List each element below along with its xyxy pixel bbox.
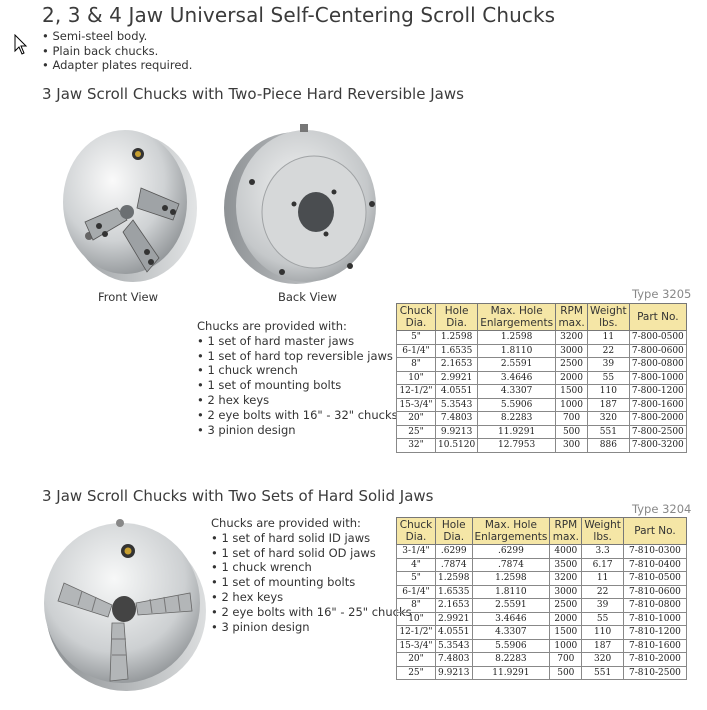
table-cell: 7-800-0800 xyxy=(629,358,686,372)
table-cell: 700 xyxy=(550,653,582,667)
provided-item: • 2 eye bolts with 16" - 25" chucks xyxy=(211,604,412,619)
table-row xyxy=(397,585,687,599)
provided-item: • 2 eye bolts with 16" - 32" chucks xyxy=(197,407,398,422)
table-row xyxy=(397,398,687,412)
table-cell: 2.9921 xyxy=(436,612,473,626)
table-cell: 5" xyxy=(397,331,436,345)
provided-item: • 1 chuck wrench xyxy=(197,363,298,378)
type-label: Type 3204 xyxy=(632,502,692,516)
table-cell: .7874 xyxy=(436,558,473,572)
table-cell: 1.2598 xyxy=(472,572,550,586)
table-row xyxy=(397,412,687,426)
table-row xyxy=(397,558,687,572)
column-header: RPM max. xyxy=(550,518,582,545)
provided-item: • 3 pinion design xyxy=(197,422,296,437)
table-cell: 2.5591 xyxy=(478,358,556,372)
table-cell: 6-1/4" xyxy=(397,585,436,599)
column-header: RPM max. xyxy=(556,304,588,331)
table-cell: 3200 xyxy=(550,572,582,586)
table-cell: 55 xyxy=(582,612,624,626)
table-cell: 1000 xyxy=(556,398,588,412)
table-cell: 3500 xyxy=(550,558,582,572)
table-cell: 11.9291 xyxy=(478,425,556,439)
back-view-caption: Back View xyxy=(278,290,337,304)
spec-table-type-3204 xyxy=(396,517,687,680)
table-cell: 500 xyxy=(556,425,588,439)
table-cell: 2000 xyxy=(556,371,588,385)
table-cell: 12-1/2" xyxy=(397,385,436,399)
provided-heading: Chucks are provided with: xyxy=(211,516,361,530)
feature-item: • Adapter plates required. xyxy=(42,58,192,73)
table-cell: 6-1/4" xyxy=(397,344,436,358)
table-header-row xyxy=(397,518,687,545)
table-row xyxy=(397,666,687,680)
table-cell: 5" xyxy=(397,572,436,586)
table-cell: 8.2283 xyxy=(478,412,556,426)
table-cell: 300 xyxy=(556,439,588,453)
provided-item: • 2 hex keys xyxy=(197,392,270,407)
table-cell: 7-800-1600 xyxy=(629,398,686,412)
table-cell: 551 xyxy=(582,666,624,680)
table-cell: 7-800-2500 xyxy=(629,425,686,439)
table-header-row xyxy=(397,304,687,331)
table-cell: 4000 xyxy=(550,545,582,559)
table-cell: 1500 xyxy=(556,385,588,399)
table-row xyxy=(397,612,687,626)
column-header: Max. Hole Enlargements xyxy=(478,304,556,331)
provided-item: • 1 chuck wrench xyxy=(211,560,312,575)
table-cell: 1.6535 xyxy=(436,344,478,358)
table-cell: 7.4803 xyxy=(436,653,473,667)
provided-item: • 1 set of mounting bolts xyxy=(197,378,342,393)
table-cell: 7-810-1200 xyxy=(623,626,686,640)
table-cell: 2000 xyxy=(550,612,582,626)
provided-item: • 1 set of hard master jaws xyxy=(197,333,355,348)
table-cell: 9.9213 xyxy=(436,425,478,439)
provided-list xyxy=(211,516,412,634)
table-cell: 2.9921 xyxy=(436,371,478,385)
table-cell: 15-3/4" xyxy=(397,398,436,412)
table-row xyxy=(397,545,687,559)
table-row xyxy=(397,653,687,667)
table-row xyxy=(397,358,687,372)
table-cell: 11.9291 xyxy=(472,666,550,680)
table-row xyxy=(397,439,687,453)
table-cell: 3200 xyxy=(556,331,588,345)
spec-table-type-3205 xyxy=(396,303,687,453)
table-cell: 11 xyxy=(582,572,624,586)
column-header: Weight lbs. xyxy=(588,304,630,331)
table-row xyxy=(397,331,687,345)
table-cell: 7-800-1200 xyxy=(629,385,686,399)
table-cell: 551 xyxy=(588,425,630,439)
table-cell: 39 xyxy=(582,599,624,613)
provided-item: • 1 set of hard solid ID jaws xyxy=(211,530,371,545)
table-cell: 1.2598 xyxy=(478,331,556,345)
table-row xyxy=(397,425,687,439)
table-cell: 7-800-1000 xyxy=(629,371,686,385)
table-cell: 1500 xyxy=(550,626,582,640)
table-cell: 320 xyxy=(588,412,630,426)
feature-item: • Semi-steel body. xyxy=(42,29,192,44)
provided-heading: Chucks are provided with: xyxy=(197,319,347,333)
table-cell: 4.3307 xyxy=(472,626,550,640)
table-cell: 2500 xyxy=(556,358,588,372)
table-cell: 7-810-0500 xyxy=(623,572,686,586)
table-cell: 110 xyxy=(588,385,630,399)
table-row xyxy=(397,344,687,358)
feature-list xyxy=(42,29,192,73)
table-cell: 3.4646 xyxy=(472,612,550,626)
feature-item: • Plain back chucks. xyxy=(42,44,192,59)
table-cell: 187 xyxy=(582,639,624,653)
table-cell: 39 xyxy=(588,358,630,372)
table-cell: 4" xyxy=(397,558,436,572)
column-header: Weight lbs. xyxy=(582,518,624,545)
table-cell: 2.1653 xyxy=(436,358,478,372)
column-header: Max. Hole Enlargements xyxy=(472,518,550,545)
column-header: Hole Dia. xyxy=(436,304,478,331)
table-cell: 5.3543 xyxy=(436,398,478,412)
table-cell: 7-810-1600 xyxy=(623,639,686,653)
table-cell: 11 xyxy=(588,331,630,345)
table-row xyxy=(397,371,687,385)
table-cell: 700 xyxy=(556,412,588,426)
column-header: Part No. xyxy=(623,518,686,545)
table-cell: 3.4646 xyxy=(478,371,556,385)
table-row xyxy=(397,385,687,399)
back-view-chuck-image xyxy=(222,122,382,287)
table-cell: 7-810-2500 xyxy=(623,666,686,680)
table-cell: 7-810-1000 xyxy=(623,612,686,626)
provided-item: • 2 hex keys xyxy=(211,589,284,604)
provided-list xyxy=(197,319,398,437)
table-cell: 3.3 xyxy=(582,545,624,559)
table-cell: 1.6535 xyxy=(436,585,473,599)
table-cell: 2500 xyxy=(550,599,582,613)
table-cell: 7-810-2000 xyxy=(623,653,686,667)
table-cell: 9.9213 xyxy=(436,666,473,680)
table-cell: 8" xyxy=(397,599,436,613)
column-header: Part No. xyxy=(629,304,686,331)
table-cell: 7-810-0600 xyxy=(623,585,686,599)
table-cell: 2.1653 xyxy=(436,599,473,613)
table-row xyxy=(397,599,687,613)
table-cell: 7-810-0400 xyxy=(623,558,686,572)
column-header: Chuck Dia. xyxy=(397,304,436,331)
table-cell: 22 xyxy=(588,344,630,358)
page-title: 2, 3 & 4 Jaw Universal Self-Centering Scroll Chucks xyxy=(42,3,556,27)
table-cell: 12.7953 xyxy=(478,439,556,453)
table-cell: 7-800-2000 xyxy=(629,412,686,426)
table-cell: 7.4803 xyxy=(436,412,478,426)
table-cell: 7-800-3200 xyxy=(629,439,686,453)
provided-item: • 1 set of hard top reversible jaws xyxy=(197,348,393,363)
table-cell: 5.5906 xyxy=(478,398,556,412)
mouse-cursor-icon xyxy=(14,34,28,56)
table-cell: 2.5591 xyxy=(472,599,550,613)
table-cell: 1.2598 xyxy=(436,331,478,345)
table-cell: .6299 xyxy=(436,545,473,559)
table-cell: 20" xyxy=(397,412,436,426)
column-header: Chuck Dia. xyxy=(397,518,436,545)
table-cell: 8" xyxy=(397,358,436,372)
table-cell: 10" xyxy=(397,371,436,385)
table-cell: 1000 xyxy=(550,639,582,653)
table-cell: 500 xyxy=(550,666,582,680)
table-cell: 5.5906 xyxy=(472,639,550,653)
section1-heading: 3 Jaw Scroll Chucks with Two-Piece Hard Reversible Jaws xyxy=(42,85,464,103)
table-cell: 7-810-0800 xyxy=(623,599,686,613)
table-cell: 10.5120 xyxy=(436,439,478,453)
table-row xyxy=(397,639,687,653)
table-cell: 25" xyxy=(397,425,436,439)
table-cell: 32" xyxy=(397,439,436,453)
table-cell: 7-810-0300 xyxy=(623,545,686,559)
table-cell: 8.2283 xyxy=(472,653,550,667)
table-cell: 5.3543 xyxy=(436,639,473,653)
table-cell: 10" xyxy=(397,612,436,626)
table-row xyxy=(397,626,687,640)
table-cell: 110 xyxy=(582,626,624,640)
table-cell: 3000 xyxy=(556,344,588,358)
table-cell: 4.0551 xyxy=(436,385,478,399)
table-cell: 1.2598 xyxy=(436,572,473,586)
table-cell: 7-800-0500 xyxy=(629,331,686,345)
table-cell: 55 xyxy=(588,371,630,385)
table-cell: 320 xyxy=(582,653,624,667)
front-view-caption: Front View xyxy=(98,290,159,304)
column-header: Hole Dia. xyxy=(436,518,473,545)
table-cell: 4.3307 xyxy=(478,385,556,399)
table-cell: 25" xyxy=(397,666,436,680)
table-cell: 1.8110 xyxy=(472,585,550,599)
provided-item: • 3 pinion design xyxy=(211,619,310,634)
table-cell: 15-3/4" xyxy=(397,639,436,653)
table-row xyxy=(397,572,687,586)
provided-item: • 1 set of mounting bolts xyxy=(211,575,356,590)
type-label: Type 3205 xyxy=(632,287,692,301)
table-cell: 187 xyxy=(588,398,630,412)
table-cell: .6299 xyxy=(472,545,550,559)
table-cell: 1.8110 xyxy=(478,344,556,358)
table-cell: 3000 xyxy=(550,585,582,599)
section2-heading: 3 Jaw Scroll Chucks with Two Sets of Hard Solid Jaws xyxy=(42,487,434,505)
provided-item: • 1 set of hard solid OD jaws xyxy=(211,545,376,560)
table-cell: 12-1/2" xyxy=(397,626,436,640)
table-cell: 3-1/4" xyxy=(397,545,436,559)
table-cell: 4.0551 xyxy=(436,626,473,640)
table-cell: 20" xyxy=(397,653,436,667)
front-view-chuck-image xyxy=(55,116,200,291)
solid-jaw-chuck-image xyxy=(40,515,210,695)
table-cell: .7874 xyxy=(472,558,550,572)
table-cell: 7-800-0600 xyxy=(629,344,686,358)
table-cell: 22 xyxy=(582,585,624,599)
table-cell: 886 xyxy=(588,439,630,453)
table-cell: 6.17 xyxy=(582,558,624,572)
